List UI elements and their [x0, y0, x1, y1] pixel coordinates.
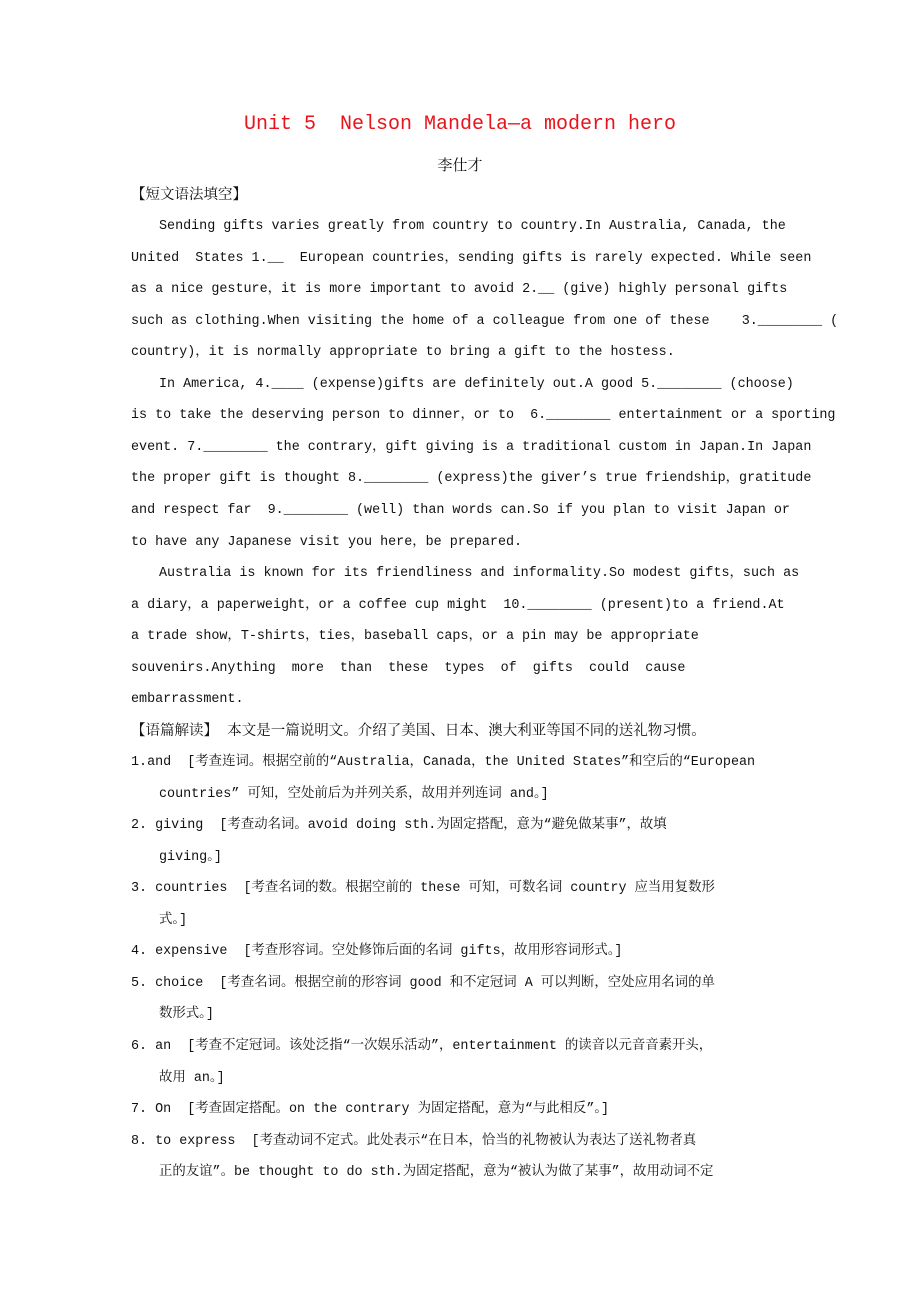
answer-line: 2. giving [考查动名词。avoid doing sth.为固定搭配，意为“避免做某事”，故填: [131, 818, 667, 834]
answer-line: 式。]: [159, 912, 188, 928]
passage-line: a diary，a paperweight，or a coffee cup might 10.________ (present)to a friend.At: [131, 597, 785, 613]
answer-line: giving。]: [159, 849, 222, 865]
analysis-summary: 本文是一篇说明文。介绍了美国、日本、澳大利亚等国不同的送礼物习惯。: [218, 723, 706, 739]
passage-line: is to take the deserving person to dinner，or to 6.________ entertainment or a sporting: [131, 408, 836, 424]
passage-line: to have any Japanese visit you here，be prepared.: [131, 534, 523, 550]
passage-line: such as clothing.When visiting the home of a colleague from one of these 3.________ (: [131, 313, 839, 329]
passage-line: embarrassment.: [131, 692, 244, 708]
section-heading-grammar-fill: 【短文语法填空】: [131, 187, 247, 203]
passage-line: souvenirs.Anything more than these types of gifts could cause: [131, 660, 686, 676]
passage-line: In America, 4.____ (expense)gifts are definitely out.A good 5.________ (choose): [159, 376, 794, 392]
answer-line: 7. On [考查固定搭配。on the contrary 为固定搭配，意为“与此相反”。]: [131, 1102, 610, 1118]
author-name: 李仕才: [437, 156, 483, 174]
answer-line: 正的友谊”。be thought to do sth.为固定搭配，意为“被认为做了某事”，故用动词不定: [159, 1165, 714, 1181]
passage-line: country)，it is normally appropriate to bring a gift to the hostess.: [131, 345, 675, 361]
passage-line: United States 1.__ European countries，sending gifts is rarely expected. While seen: [131, 250, 812, 266]
passage-line: Sending gifts varies greatly from country to country.In Australia, Canada, the: [159, 219, 786, 234]
answer-line: 6. an [考查不定冠词。该处泛指“一次娱乐活动”，entertainment 的读音以元音音素开头，: [131, 1038, 713, 1054]
answer-line: countries” 可知，空处前后为并列关系，故用并列连词 and。]: [159, 786, 549, 802]
answer-line: 数形式。]: [159, 1007, 214, 1023]
answer-line: 1.and [考查连词。根据空前的“Australia，Canada，the United States”和空后的“European: [131, 755, 756, 770]
passage-line: and respect far 9.________ (well) than words can.So if you plan to visit Japan or: [131, 502, 790, 518]
answer-line: 故用 an。]: [159, 1070, 225, 1086]
answer-line: 5. choice [考查名词。根据空前的形容词 good 和不定冠词 A 可以判断，空处应用名词的单: [131, 975, 715, 991]
passage-line: as a nice gesture，it is more important to avoid 2.__ (give) highly personal gifts: [131, 282, 788, 298]
passage-line: Australia is known for its friendliness and informality.So modest gifts，such as: [159, 566, 800, 582]
section-heading-analysis: 【语篇解读】: [131, 723, 218, 739]
answer-line: 8. to express [考查动词不定式。此处表示“在日本，恰当的礼物被认为表达了送礼物者真: [131, 1133, 697, 1149]
passage-line: the proper gift is thought 8.________ (express)the giver’s true friendship，gratitude: [131, 471, 812, 487]
reading-analysis: [131, 722, 706, 742]
answer-line: 3. countries [考查名词的数。根据空前的 these 可知，可数名词 country 应当用复数形: [131, 881, 715, 897]
passage-line: event. 7.________ the contrary，gift giving is a traditional custom in Japan.In Japan: [131, 439, 812, 455]
document-title: Unit 5 Nelson Mandela—a modern hero: [243, 113, 677, 136]
passage-line: a trade show，T-shirts，ties，baseball caps，or a pin may be appropriate: [131, 629, 699, 645]
answer-line: 4. expensive [考查形容词。空处修饰后面的名词 gifts，故用形容词形式。]: [131, 944, 623, 960]
